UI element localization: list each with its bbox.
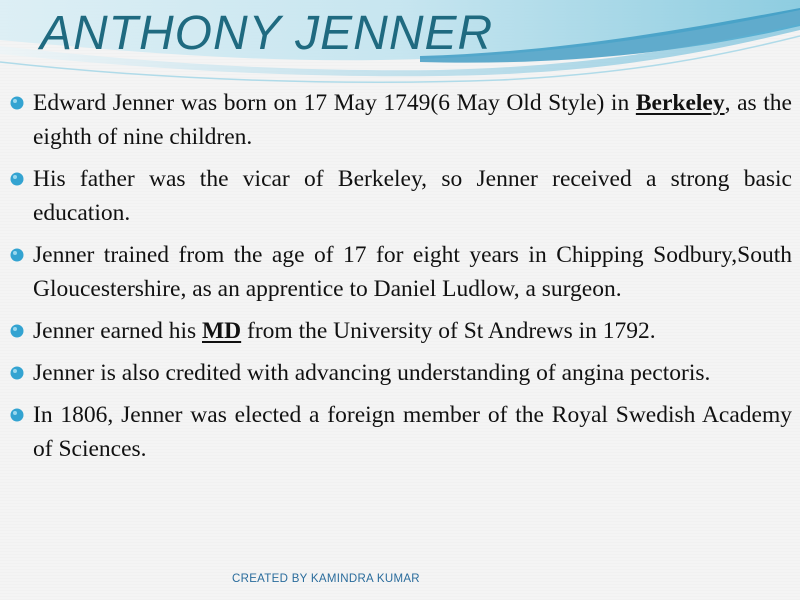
bullet-text: Jenner earned his <box>33 318 202 344</box>
bullet-item-father <box>8 162 792 230</box>
bullet-dot-icon <box>10 172 24 186</box>
bullet-text: In 1806, Jenner was elected a foreign member of the Royal Swedish Academy of Sciences. <box>33 402 792 462</box>
bullet-dot-icon <box>10 96 24 110</box>
bullet-text: Jenner trained from the age of 17 for eight years in Chipping Sodbury,South Gloucestershire, as an apprentice to Daniel Ludlow, a surgeon. <box>33 242 792 302</box>
bullet-item-angina <box>8 356 792 390</box>
md-link[interactable]: MD <box>202 318 242 344</box>
bullet-item-birth <box>8 86 792 154</box>
bullet-text: Edward Jenner was born on 17 May 1749(6 May Old Style) in <box>33 90 636 116</box>
bullet-dot-icon <box>10 248 24 262</box>
bullet-dot-icon <box>10 408 24 422</box>
slide-title: ANTHONY JENNER <box>40 7 494 60</box>
bullet-text: Jenner is also credited with advancing understanding of angina pectoris. <box>33 360 711 386</box>
bullet-item-md <box>8 314 792 348</box>
footer-credit: CREATED BY KAMINDRA KUMAR <box>232 573 420 585</box>
bullet-item-academy <box>8 398 792 466</box>
bullet-text: from the University of St Andrews in 1792. <box>241 318 656 344</box>
bullet-text: , as the eighth of nine children. <box>33 90 792 150</box>
bullet-dot-icon <box>10 366 24 380</box>
bullet-dot-icon <box>10 324 24 338</box>
bullet-item-training <box>8 238 792 306</box>
berkeley-link[interactable]: Berkeley <box>635 90 725 116</box>
bullet-text: His father was the vicar of Berkeley, so Jenner received a strong basic education. <box>33 166 792 226</box>
bullet-list <box>8 86 792 474</box>
